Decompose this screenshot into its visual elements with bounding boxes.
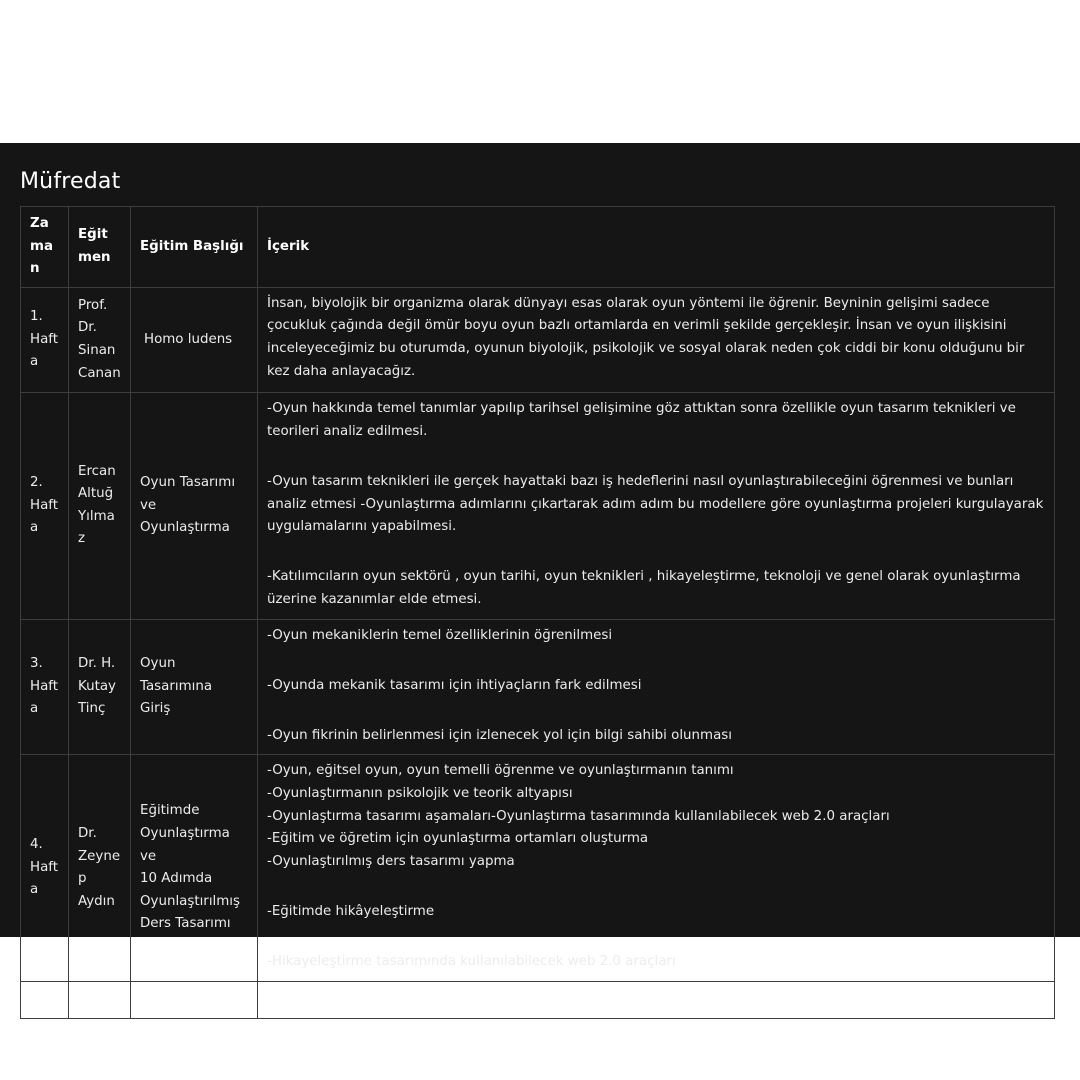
table-header-row xyxy=(21,207,1055,288)
cell-content: -Oyun, eğitsel oyun, oyun temelli öğrenme ve oyunlaştırmanın tanımı -Oyunlaştırmanın psikolojik ve teorik altyapısı -Oyunlaştırma tasarımı aşamaları-Oyunlaştırma tasarımında kullanılabilecek web 2.0 araçları -Eğitim ve öğretim için oyunlaştırma ortamları oluşturma -Oyunlaştırılmış ders tasarımı yapma -Eğitimde hikâyeleştirme -Hikayeleştirme tasarımında kullanılabilecek web 2.0 araçları xyxy=(258,755,1055,981)
cell-topic: Eğitimde Oyunlaştırma ve 10 Adımda Oyunlaştırılmış Ders Tasarımı xyxy=(131,755,258,981)
table-row xyxy=(21,755,1055,981)
cell-time: 1. Hafta xyxy=(21,287,69,392)
header-time: Zaman xyxy=(21,207,69,288)
curriculum-table xyxy=(20,206,1055,1019)
cell-time xyxy=(21,981,69,1019)
cell-instructor: Ercan Altuğ Yılmaz xyxy=(69,393,131,619)
cell-content: -Oyun mekaniklerin temel özelliklerinin öğrenilmesi -Oyunda mekanik tasarımı için ihtiyaçların fark edilmesi -Oyun fikrinin belirlenmesi için izlenecek yol için bilgi sahibi olunması xyxy=(258,619,1055,755)
cell-content: İnsan, biyolojik bir organizma olarak dünyayı esas olarak oyun yöntemi ile öğrenir. Beyninin gelişimi sadece çocukluk çağında değil ömür boyu oyun bazlı ortamlarda en verimli şekilde gerçekleşir. İnsan ve oyun ilişkisini inceleyeceğimiz bu oturumda, oyunun biyolojik, psikolojik ve sosyal olarak neden çok ciddi bir konu olduğunu bir kez daha anlayacağız. xyxy=(258,287,1055,392)
cell-topic: Oyun Tasarımına Giriş xyxy=(131,619,258,755)
cell-content: -Oyun hakkında temel tanımlar yapılıp tarihsel gelişimine göz attıktan sonra özellikle oyun tasarım teknikleri ve teorileri analiz edilmesi. -Oyun tasarım teknikleri ile gerçek hayattaki bazı iş hedeflerini nasıl oyunlaştırabileceğini öğrenmesi ve bunları analiz etmesi -Oyunlaştırma adımlarını çıkartarak adım adım bu modellere göre oyunlaştırma projeleri kurgulayarak uygulamalarını yapabilmesi. -Katılımcıların oyun sektörü , oyun tarihi, oyun teknikleri , hikayeleştirme, teknoloji ve genel olarak oyunlaştırma üzerine kazanımlar elde etmesi. xyxy=(258,393,1055,619)
cell-instructor: Dr. H. Kutay Tinç xyxy=(69,619,131,755)
table-row xyxy=(21,393,1055,619)
page-title: Müfredat xyxy=(20,169,121,194)
cell-instructor: Prof. Dr. Sinan Canan xyxy=(69,287,131,392)
header-topic: Eğitim Başlığı xyxy=(131,207,258,288)
cell-instructor xyxy=(69,981,131,1019)
table-row xyxy=(21,619,1055,755)
curriculum-panel xyxy=(0,143,1080,970)
header-instructor: Eğitmen xyxy=(69,207,131,288)
header-content: İçerik xyxy=(258,207,1055,288)
cell-topic: Oyun Tasarımı ve Oyunlaştırma xyxy=(131,393,258,619)
cell-content xyxy=(258,981,1055,1019)
table-row xyxy=(21,981,1055,1019)
cell-time: 4. Hafta xyxy=(21,755,69,981)
cell-time: 3. Hafta xyxy=(21,619,69,755)
cell-time: 2. Hafta xyxy=(21,393,69,619)
table-row xyxy=(21,287,1055,392)
cell-topic: Homo ludens xyxy=(131,287,258,392)
cell-topic xyxy=(131,981,258,1019)
cell-instructor: Dr. Zeynep Aydın xyxy=(69,755,131,981)
